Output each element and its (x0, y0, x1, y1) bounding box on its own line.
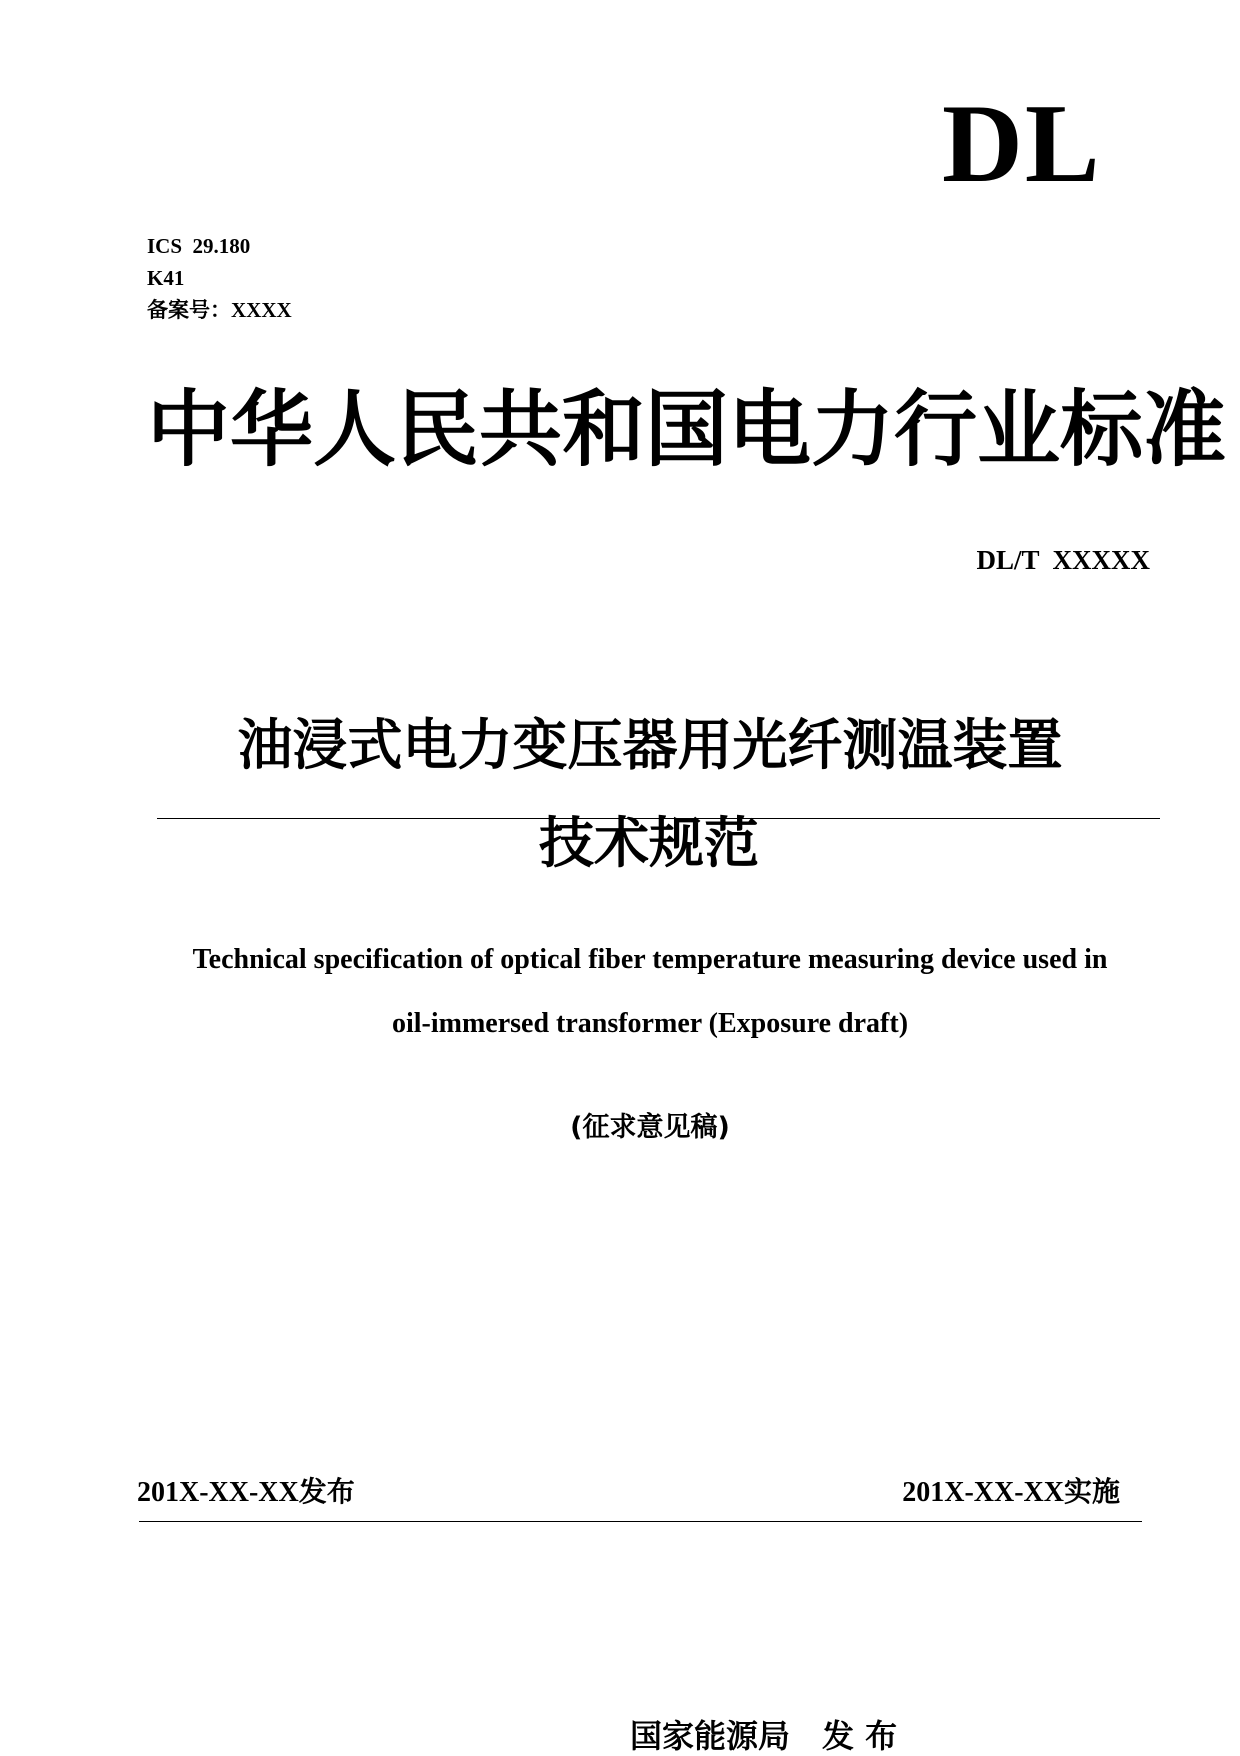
dl-logo: DL (942, 82, 1102, 206)
implement-label: 实施 (1063, 1475, 1120, 1508)
record-number (147, 297, 292, 323)
english-title-line2: oil-immersed transformer (Exposure draft) (391, 1008, 909, 1039)
record-label: 备案号： (147, 298, 231, 322)
implement-date (902, 1475, 1120, 1510)
ics-code: ICS 29.180 (147, 234, 251, 258)
english-title-line1: Technical specification of optical fiber temperature measuring device used in (192, 944, 1108, 975)
issue-date-value: 201X-XX-XX (137, 1477, 299, 1508)
draft-status: (征求意见稿) (570, 1112, 730, 1143)
doc-title-line1: 油浸式电力变压器用光纤测温装置 (237, 713, 1063, 777)
main-title: 中华人民共和国电力行业标准 (147, 381, 1226, 478)
standard-number: DL/T XXXXX (976, 545, 1150, 575)
doc-title-line2: 技术规范 (538, 811, 759, 875)
record-value: XXXX (231, 298, 292, 322)
issue-date (137, 1475, 355, 1510)
ccs-code: K41 (147, 266, 185, 290)
date-divider (139, 1521, 1142, 1522)
implement-date-value: 201X-XX-XX (902, 1477, 1064, 1508)
issue-label: 发布 (298, 1475, 355, 1508)
publisher: 国家能源局 发 布 (630, 1717, 898, 1755)
